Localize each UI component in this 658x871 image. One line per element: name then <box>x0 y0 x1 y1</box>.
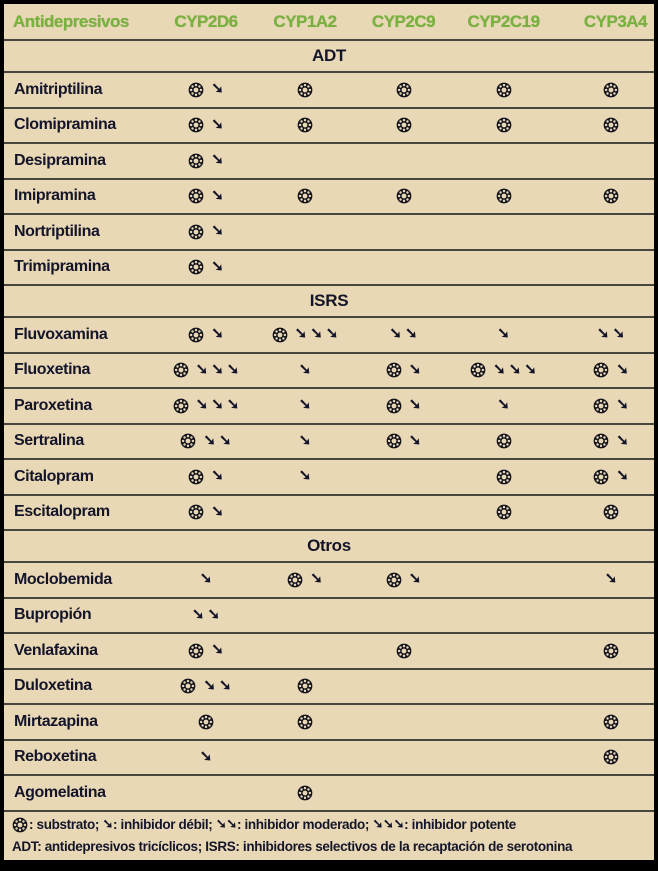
interaction-cell-cyp2d6 <box>156 224 256 240</box>
interaction-cell-cyp2c19 <box>453 327 554 342</box>
drug-name: Trimipramina <box>14 258 110 276</box>
interaction-cell-cyp2d6 <box>156 714 256 730</box>
southeast-arrow-icon: ➘ <box>393 816 405 832</box>
southeast-arrow-icon: ➘ <box>211 80 224 98</box>
southeast-arrow-icon: ➘ <box>207 605 221 623</box>
southeast-arrow-icon: ➘ <box>493 360 506 378</box>
southeast-arrow-icon: ➘ <box>211 641 224 659</box>
interaction-cell-cyp2d6 <box>156 504 256 520</box>
substrate-gear-icon <box>496 469 512 485</box>
interaction-cell-cyp2c9 <box>354 398 453 414</box>
southeast-arrow-icon: ➘ <box>294 325 308 343</box>
drug-name: Fluoxetina <box>14 361 91 379</box>
interaction-cell-cyp2d6 <box>156 327 256 343</box>
southeast-arrow-icon: ➘ <box>211 396 224 414</box>
interaction-cell-cyp2c9 <box>354 572 453 588</box>
interaction-cell-cyp1a2 <box>256 360 354 378</box>
southeast-arrow-icon: ➘ <box>211 186 224 204</box>
drug-row <box>4 703 654 739</box>
southeast-arrow-icon: ➘ <box>405 325 418 343</box>
substrate-gear-icon <box>287 572 303 588</box>
substrate-gear-icon <box>593 362 609 378</box>
southeast-arrow-icon: ➘ <box>604 570 618 588</box>
drug-name: Sertralina <box>14 432 84 450</box>
substrate-gear-icon <box>396 82 412 98</box>
interaction-cell-cyp3a4 <box>554 117 654 133</box>
interaction-cell-cyp2d6 <box>156 433 256 449</box>
southeast-arrow-icon: ➘ <box>211 467 224 485</box>
interaction-cell-cyp3a4 <box>554 504 654 520</box>
substrate-gear-icon <box>603 188 619 204</box>
interaction-cell-cyp2c9 <box>354 327 453 342</box>
interaction-cell-cyp3a4 <box>554 327 654 342</box>
interaction-cell-cyp2c19 <box>453 117 554 133</box>
substrate-gear-icon <box>173 362 189 378</box>
substrate-gear-icon <box>603 749 619 765</box>
interaction-cell-cyp3a4 <box>554 362 654 378</box>
drug-row <box>4 387 654 423</box>
southeast-arrow-icon: ➘ <box>298 431 312 449</box>
substrate-gear-icon <box>180 678 196 694</box>
southeast-arrow-icon: ➘ <box>616 431 629 449</box>
drug-name: Moclobemida <box>14 570 112 588</box>
drug-name: Imipramina <box>14 187 96 205</box>
drug-row <box>4 561 654 597</box>
interaction-cell-cyp2d6 <box>156 188 256 204</box>
interaction-cell-cyp2d6 <box>156 747 256 765</box>
section-label: Otros <box>307 536 351 555</box>
drug-row <box>4 213 654 249</box>
legend-item <box>102 814 215 836</box>
interaction-cell-cyp1a2 <box>256 117 354 133</box>
interaction-cell-cyp2c19 <box>453 188 554 204</box>
substrate-gear-icon <box>12 817 28 833</box>
substrate-gear-icon <box>396 188 412 204</box>
substrate-gear-icon <box>188 504 204 520</box>
southeast-arrow-icon: ➘ <box>203 431 216 449</box>
substrate-gear-icon <box>396 643 412 659</box>
southeast-arrow-icon: ➘ <box>211 151 224 169</box>
interaction-cell-cyp2d6 <box>156 605 256 623</box>
interaction-cell-cyp3a4 <box>554 82 654 98</box>
southeast-arrow-icon: ➘ <box>497 325 510 343</box>
drug-name: Nortriptilina <box>14 222 100 240</box>
interaction-cell-cyp3a4 <box>554 749 654 765</box>
substrate-gear-icon <box>603 117 619 133</box>
column-header-cyp2d6: CYP2D6 <box>174 11 238 31</box>
southeast-arrow-icon: ➘ <box>203 676 216 694</box>
substrate-gear-icon <box>593 433 609 449</box>
southeast-arrow-icon: ➘ <box>298 396 312 414</box>
substrate-gear-icon <box>603 714 619 730</box>
southeast-arrow-icon: ➘ <box>389 325 402 343</box>
column-header-cyp1a2: CYP1A2 <box>273 11 337 31</box>
legend <box>4 810 654 861</box>
southeast-arrow-icon: ➘ <box>211 222 224 240</box>
southeast-arrow-icon: ➘ <box>298 360 312 378</box>
southeast-arrow-icon: ➘ <box>616 360 629 378</box>
drug-name: Bupropión <box>14 606 92 624</box>
southeast-arrow-icon: ➘ <box>195 396 209 414</box>
interaction-cell-cyp1a2 <box>256 398 354 413</box>
southeast-arrow-icon: ➘ <box>524 360 537 378</box>
substrate-gear-icon <box>603 82 619 98</box>
legend-symbols-line <box>12 814 646 836</box>
substrate-gear-icon <box>188 153 204 169</box>
southeast-arrow-icon: ➘ <box>219 676 232 694</box>
southeast-arrow-icon: ➘ <box>497 396 510 414</box>
substrate-gear-icon <box>198 714 214 730</box>
drug-name: Duloxetina <box>14 677 92 695</box>
section-header-otros <box>4 529 654 561</box>
interaction-cell-cyp2c19 <box>453 469 554 485</box>
southeast-arrow-icon: ➘ <box>408 360 422 378</box>
substrate-gear-icon <box>297 82 313 98</box>
drug-row <box>4 142 654 178</box>
southeast-arrow-icon: ➘ <box>215 816 227 832</box>
southeast-arrow-icon: ➘ <box>226 816 237 832</box>
interaction-cell-cyp1a2 <box>256 714 354 730</box>
legend-abbreviations-line: ADT: antidepresivos tricíclicos; ISRS: inhibidores selectivos de la recaptación de serotonina <box>12 838 573 854</box>
interaction-cell-cyp2c9 <box>354 188 453 204</box>
southeast-arrow-icon: ➘ <box>616 396 629 414</box>
drug-row <box>4 774 654 810</box>
southeast-arrow-icon: ➘ <box>612 325 626 343</box>
substrate-gear-icon <box>496 433 512 449</box>
legend-item <box>216 814 373 836</box>
interaction-cell-cyp2d6 <box>156 643 256 659</box>
southeast-arrow-icon: ➘ <box>298 467 312 485</box>
southeast-arrow-icon: ➘ <box>219 431 232 449</box>
drug-name: Clomipramina <box>14 116 116 134</box>
drug-row <box>4 423 654 459</box>
drug-row <box>4 597 654 633</box>
southeast-arrow-icon: ➘ <box>325 325 339 343</box>
substrate-gear-icon <box>496 82 512 98</box>
drug-row <box>4 107 654 143</box>
substrate-gear-icon <box>188 259 204 275</box>
substrate-gear-icon <box>188 327 204 343</box>
interaction-cell-cyp2d6 <box>156 469 256 485</box>
southeast-arrow-icon: ➘ <box>211 360 224 378</box>
substrate-gear-icon <box>188 188 204 204</box>
interaction-cell-cyp2c19 <box>453 82 554 98</box>
drug-name: Citalopram <box>14 467 94 485</box>
legend-item-label: : inhibidor moderado; <box>236 817 373 833</box>
substrate-gear-icon <box>496 504 512 520</box>
drug-row <box>4 494 654 530</box>
southeast-arrow-icon: ➘ <box>199 747 213 765</box>
drug-name: Mirtazapina <box>14 712 98 730</box>
southeast-arrow-icon: ➘ <box>372 816 384 832</box>
interaction-cell-cyp1a2 <box>256 188 354 204</box>
southeast-arrow-icon: ➘ <box>408 431 422 449</box>
section-header-adt <box>4 39 654 71</box>
column-header-antidepresivos: Antidepresivos <box>13 11 129 31</box>
drug-row <box>4 668 654 704</box>
interaction-cell-cyp3a4 <box>554 572 654 587</box>
substrate-gear-icon <box>272 327 288 343</box>
southeast-arrow-icon: ➘ <box>211 115 224 133</box>
southeast-arrow-icon: ➘ <box>383 816 394 832</box>
substrate-gear-icon <box>173 398 189 414</box>
column-header-cyp3a4: CYP3A4 <box>583 11 647 31</box>
substrate-gear-icon <box>593 398 609 414</box>
interaction-cell-cyp1a2 <box>256 469 354 484</box>
section-header-isrs <box>4 284 654 316</box>
southeast-arrow-icon: ➘ <box>211 325 224 343</box>
southeast-arrow-icon: ➘ <box>226 396 240 414</box>
interaction-cell-cyp2d6 <box>156 678 256 694</box>
interaction-cell-cyp1a2 <box>256 431 354 449</box>
interaction-cell-cyp3a4 <box>554 433 654 449</box>
substrate-gear-icon <box>297 678 313 694</box>
drug-row <box>4 316 654 352</box>
substrate-gear-icon <box>188 224 204 240</box>
table-header-row <box>4 4 654 39</box>
southeast-arrow-icon: ➘ <box>408 570 422 588</box>
southeast-arrow-icon: ➘ <box>226 360 240 378</box>
interaction-cell-cyp3a4 <box>554 643 654 659</box>
interaction-cell-cyp2d6 <box>156 259 256 275</box>
interaction-cell-cyp2c9 <box>354 643 453 659</box>
substrate-gear-icon <box>386 433 402 449</box>
drug-row <box>4 739 654 775</box>
column-header-cyp2c9: CYP2C9 <box>371 11 436 31</box>
interaction-cell-cyp2c9 <box>354 117 453 133</box>
interaction-cell-cyp2d6 <box>156 82 256 98</box>
drug-row <box>4 458 654 494</box>
southeast-arrow-icon: ➘ <box>408 396 422 414</box>
legend-item <box>12 814 102 836</box>
substrate-gear-icon <box>188 117 204 133</box>
substrate-gear-icon <box>470 362 486 378</box>
interaction-cell-cyp2d6 <box>156 153 256 169</box>
interaction-cell-cyp2c9 <box>354 362 453 378</box>
drug-name: Fluvoxamina <box>14 325 108 343</box>
substrate-gear-icon <box>188 82 204 98</box>
southeast-arrow-icon: ➘ <box>310 325 323 343</box>
interaction-cell-cyp2c9 <box>354 82 453 98</box>
substrate-gear-icon <box>297 188 313 204</box>
interaction-cell-cyp1a2 <box>256 572 354 588</box>
substrate-gear-icon <box>593 469 609 485</box>
drug-row <box>4 632 654 668</box>
column-header-cyp2c19: CYP2C19 <box>467 11 540 31</box>
drug-name: Escitalopram <box>14 503 110 521</box>
southeast-arrow-icon: ➘ <box>596 325 610 343</box>
southeast-arrow-icon: ➘ <box>508 360 522 378</box>
interaction-cell-cyp2c19 <box>453 504 554 520</box>
drug-name: Desipramina <box>14 151 106 169</box>
substrate-gear-icon <box>496 188 512 204</box>
substrate-gear-icon <box>496 117 512 133</box>
interaction-cell-cyp2d6 <box>156 572 256 587</box>
section-label: ADT <box>311 46 347 65</box>
substrate-gear-icon <box>297 117 313 133</box>
substrate-gear-icon <box>188 469 204 485</box>
interaction-cell-cyp2d6 <box>156 398 256 414</box>
southeast-arrow-icon: ➘ <box>199 570 213 588</box>
substrate-gear-icon <box>297 785 313 801</box>
interaction-cell-cyp2d6 <box>156 117 256 133</box>
legend-item-label: : inhibidor débil; <box>113 817 216 833</box>
southeast-arrow-icon: ➘ <box>211 257 224 275</box>
interaction-cell-cyp3a4 <box>554 398 654 414</box>
interaction-cell-cyp2c9 <box>354 433 453 449</box>
substrate-gear-icon <box>603 643 619 659</box>
interaction-cell-cyp2d6 <box>156 362 256 378</box>
section-label: ISRS <box>309 291 349 310</box>
substrate-gear-icon <box>297 714 313 730</box>
drug-name: Paroxetina <box>14 396 92 414</box>
drug-name: Agomelatina <box>14 783 106 801</box>
drug-row <box>4 352 654 388</box>
interaction-cell-cyp1a2 <box>256 678 354 694</box>
drug-row <box>4 178 654 214</box>
substrate-gear-icon <box>386 398 402 414</box>
southeast-arrow-icon: ➘ <box>310 570 323 588</box>
substrate-gear-icon <box>180 433 196 449</box>
substrate-gear-icon <box>188 643 204 659</box>
interaction-cell-cyp2c19 <box>453 362 554 378</box>
interaction-cell-cyp1a2 <box>256 82 354 98</box>
interaction-cell-cyp1a2 <box>256 785 354 801</box>
legend-item-label: : inhibidor potente <box>404 817 516 833</box>
drug-name: Reboxetina <box>14 748 97 766</box>
drug-name: Amitriptilina <box>14 80 103 98</box>
interaction-cell-cyp2c19 <box>453 433 554 449</box>
drug-row <box>4 249 654 285</box>
interaction-cell-cyp1a2 <box>256 327 354 343</box>
substrate-gear-icon <box>386 362 402 378</box>
drug-row <box>4 71 654 107</box>
southeast-arrow-icon: ➘ <box>195 360 209 378</box>
substrate-gear-icon <box>396 117 412 133</box>
southeast-arrow-icon: ➘ <box>191 605 205 623</box>
substrate-gear-icon <box>603 504 619 520</box>
interaction-cell-cyp3a4 <box>554 188 654 204</box>
southeast-arrow-icon: ➘ <box>211 502 224 520</box>
southeast-arrow-icon: ➘ <box>616 467 629 485</box>
legend-item <box>372 814 515 836</box>
interaction-cell-cyp3a4 <box>554 714 654 730</box>
substrate-gear-icon <box>386 572 402 588</box>
interaction-cell-cyp3a4 <box>554 469 654 485</box>
interaction-cell-cyp2c19 <box>453 398 554 413</box>
southeast-arrow-icon: ➘ <box>102 816 113 832</box>
legend-item-label: : substrato; <box>29 817 103 833</box>
drug-name: Venlafaxina <box>14 641 98 659</box>
